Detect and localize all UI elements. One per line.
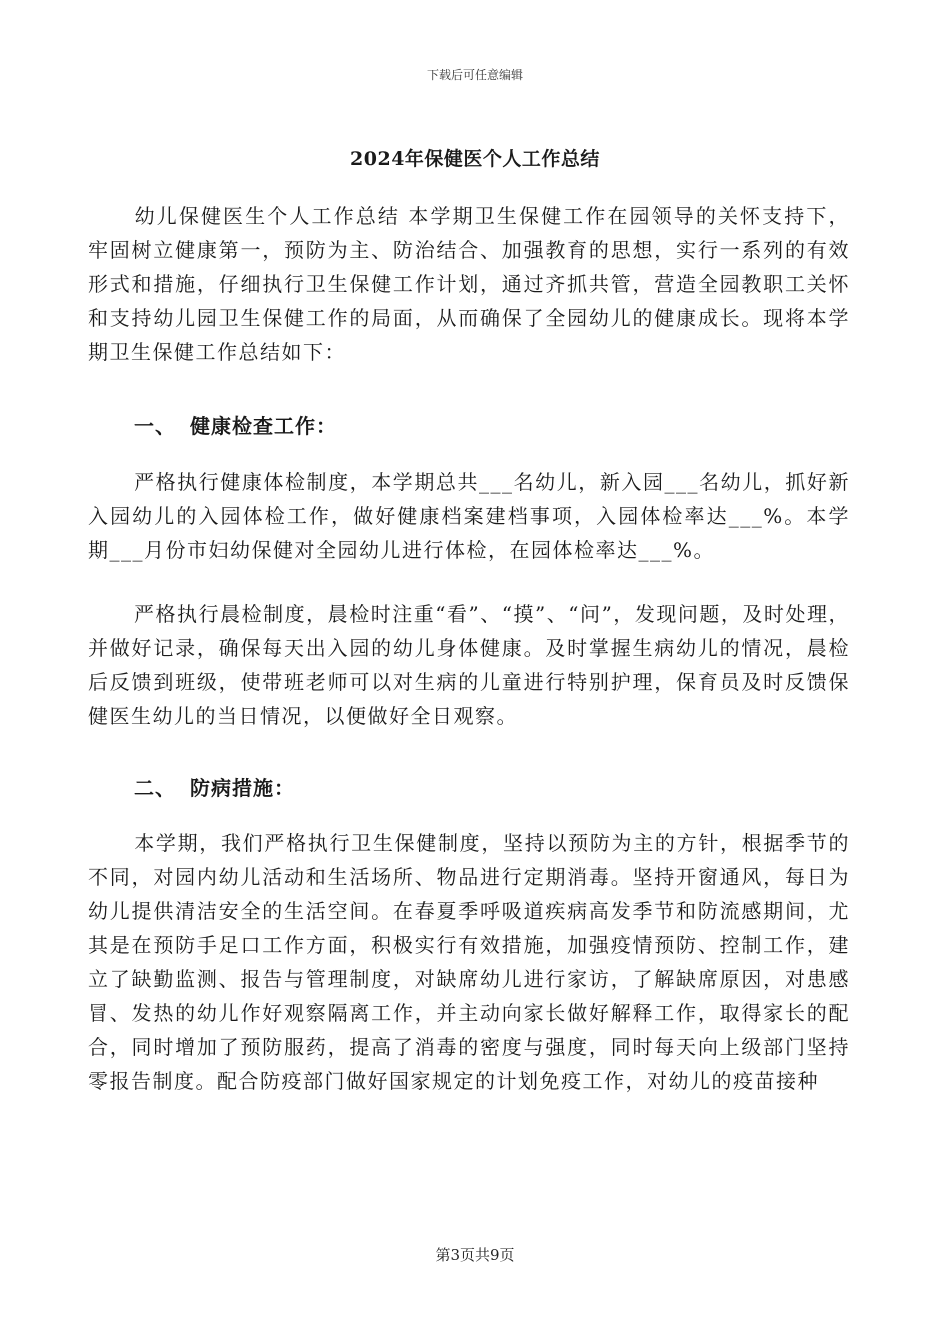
- section-heading-1: [134, 410, 337, 439]
- paragraph-text: 严格执行晨检制度，晨检时注重“看”、“摸”、“问”，发现问题，及时处理，并做好记录，确保每天出入园的幼儿身体健康。及时掌握生病幼儿的情况，晨检后反馈到班级，使带班老师可以对生病的儿童进行特别护理，保育员及时反馈保健医生幼儿的当日情况，以便做好全日观察。: [88, 602, 850, 728]
- document-title: 2024年保健医个人工作总结: [350, 148, 600, 170]
- section-heading-2: [134, 772, 295, 801]
- section-2-paragraph-1: [88, 826, 850, 1098]
- section-1-paragraph-2: [88, 597, 850, 733]
- header-note: 下载后可任意编辑: [426, 68, 523, 82]
- section-heading-text: 防病措施：: [190, 776, 295, 800]
- intro-text: 幼儿保健医生个人工作总结 本学期卫生保健工作在园领导的关怀支持下，牢固树立健康第一，预防为主、防治结合、加强教育的思想，实行一系列的有效形式和措施，仔细执行卫生保健工作计划，通过齐抓共管，营造全园教职工关怀和支持幼儿园卫生保健工作的局面，从而确保了全园幼儿的健康成长。现将本学期卫生保健工作总结如下：: [88, 204, 850, 364]
- paragraph-text: 本学期，我们严格执行卫生保健制度，坚持以预防为主的方针，根据季节的不同，对园内幼儿活动和生活场所、物品进行定期消毒。坚持开窗通风，每日为幼儿提供清洁安全的生活空间。在春夏季呼吸道疾病高发季节和防流感期间，尤其是在预防手足口工作方面，积极实行有效措施，加强疫情预防、控制工作，建立了缺勤监测、报告与管理制度，对缺席幼儿进行家访，了解缺席原因，对患感冒、发热的幼儿作好观察隔离工作，并主动向家长做好解释工作，取得家长的配合，同时增加了预防服药，提高了消毒的密度与强度，同时每天向上级部门坚持零报告制度。配合防疫部门做好国家规定的计划免疫工作，对幼儿的疫苗接种: [88, 831, 850, 1093]
- paragraph-text: 严格执行健康体检制度，本学期总共___名幼儿，新入园___名幼儿，抓好新入园幼儿的入园体检工作，做好健康档案建档事项，入园体检率达___%。本学期___月份市妇幼保健对全园幼儿进行体检，在园体检率达___%。: [88, 470, 850, 562]
- section-number: 一、: [134, 414, 176, 438]
- section-number: 二、: [134, 776, 176, 800]
- intro-paragraph: [88, 199, 850, 369]
- section-1-paragraph-1: [88, 465, 850, 567]
- section-heading-text: 健康检查工作：: [190, 414, 337, 438]
- page-footer: 第3页共9页: [435, 1246, 515, 1264]
